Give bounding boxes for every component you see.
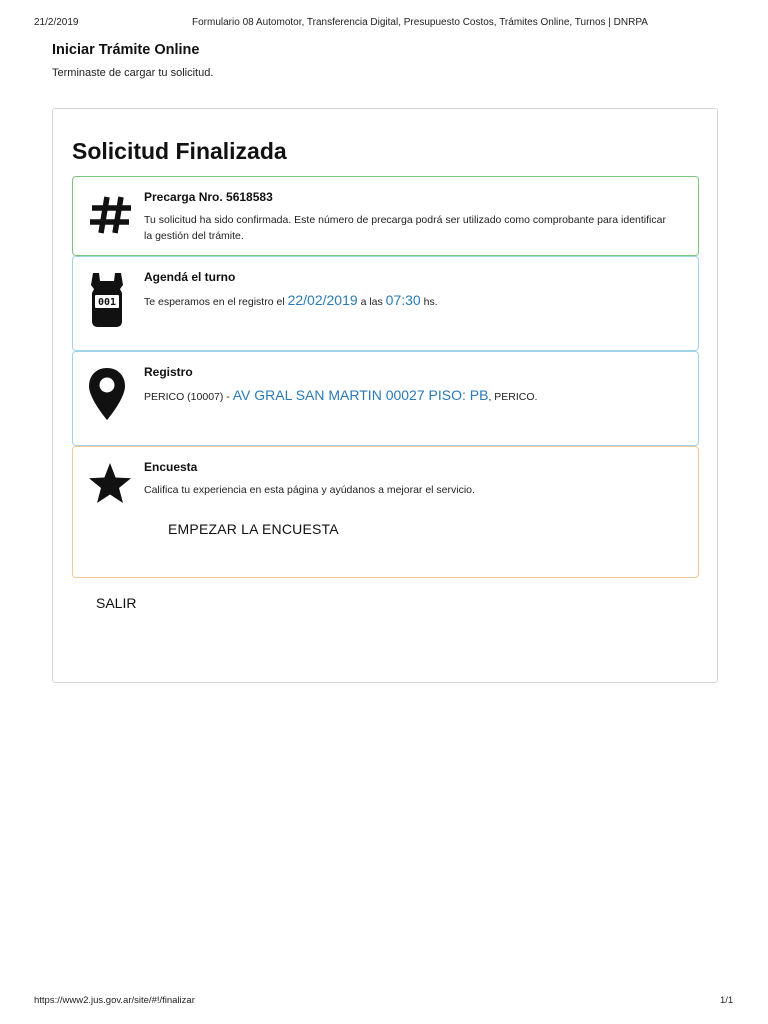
turno-date: 22/02/2019 [287, 292, 358, 308]
registro-card [72, 351, 699, 446]
print-date: 21/2/2019 [34, 17, 79, 28]
ticket-number: 001 [97, 297, 117, 308]
turno-card [72, 256, 699, 351]
encuesta-title: Encuesta [144, 460, 198, 474]
precarga-card [72, 176, 699, 256]
confirmation-panel [52, 108, 718, 683]
turno-prefix: Te esperamos en el registro el [144, 296, 288, 308]
precarga-description: Tu solicitud ha sido confirmada. Este número de precarga podrá ser utilizado como comprobante para identificar la gestión del trámite. [144, 214, 666, 242]
turno-title: Agendá el turno [144, 270, 236, 284]
print-pager: 1/1 [720, 995, 734, 1006]
ticket-icon [87, 271, 135, 327]
exit-button[interactable]: SALIR [96, 595, 137, 611]
start-survey-button[interactable]: EMPEZAR LA ENCUESTA [168, 521, 339, 537]
encuesta-description: Califica tu experiencia en esta página y ayúdanos a mejorar el servicio. [144, 484, 475, 496]
registro-prefix: PERICO (10007) - [144, 391, 233, 403]
hash-icon [87, 191, 135, 247]
registro-address: AV GRAL SAN MARTIN 00027 PISO: PB [232, 387, 489, 403]
registro-title: Registro [144, 365, 193, 379]
map-pin-icon [87, 366, 135, 422]
page-title: Iniciar Trámite Online [52, 42, 200, 58]
page-subtitle: Terminaste de cargar tu solicitud. [52, 67, 214, 79]
encuesta-card [72, 446, 699, 578]
precarga-number: Precarga Nro. 5618583 [144, 190, 273, 204]
turno-time: 07:30 [385, 292, 421, 308]
panel-heading: Solicitud Finalizada [72, 138, 287, 164]
registro-suffix: , PERICO. [488, 391, 538, 403]
turno-middle: a las [357, 296, 386, 308]
turno-suffix: hs. [420, 296, 438, 308]
print-page-title: Formulario 08 Automotor, Transferencia Digital, Presupuesto Costos, Trámites Online, Turnos | DNRPA [192, 17, 648, 28]
turno-details [144, 292, 674, 310]
print-url: https://www2.jus.gov.ar/site/#!/finalizar [34, 995, 195, 1006]
registro-details [144, 387, 674, 405]
star-icon [87, 461, 135, 517]
